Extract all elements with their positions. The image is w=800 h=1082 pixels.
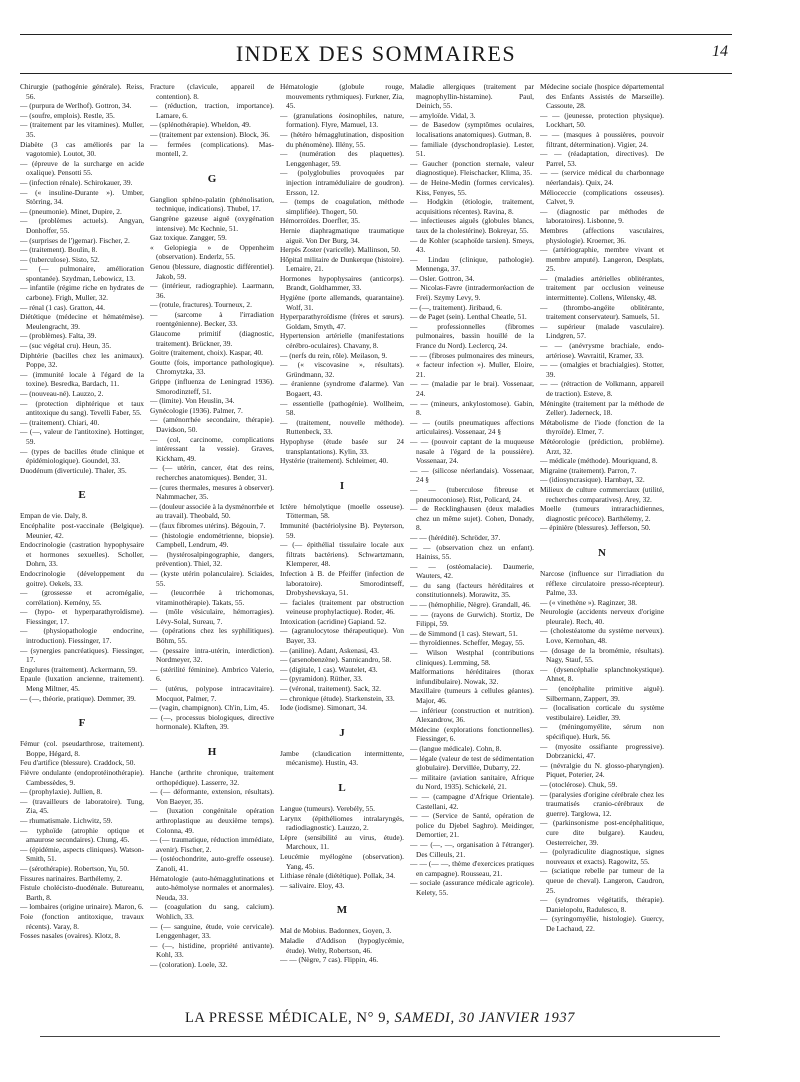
index-entry: — du sang (facteurs héréditaires et constitutionnels). Morawitz, 35. [410,580,534,600]
index-entry: — (temps de coagulation, méthode simplifiée). Thogert, 50. [280,197,404,216]
index-entry: Diphtérie (bacilles chez les animaux). Poppe, 32. [20,350,144,370]
index-entry: — (—, processus biologiques, directive hormonale). Klaften, 39. [150,712,274,732]
index-entry: — (col, carcinome, complications intéressant la vessie). Graves, Kickham, 49. [150,434,274,463]
index-entry: — médicale (méthode). Mouriquand, 8. [540,456,658,466]
index-entry: — (coloration). Loele, 32. [150,959,228,969]
index-entry: Leucémie myélogène (observation). Yang, 45. [280,851,404,871]
page-number: 14 [712,43,728,60]
index-entry: Encéphalite post-vaccinale (Belgique). Meunier, 42. [20,520,144,540]
index-entry: — (— épithélial tissulaire locale aux filtrats bactériens). Schwartzmann, Klemperer, 48. [280,540,404,569]
index-entry: — (hystérosalpingographie, dangers, prévention). Thiel, 32. [150,549,274,569]
index-entry: Météorologie (prédiction, problème). Arzt, 32. [540,436,664,456]
index-entry: — — (réadaptation, directives). De Parrel, 53. [540,149,664,168]
index-entry: — supérieur (malade vasculaire). Lindgren, 57. [540,321,664,341]
index-entry: Médecine sociale (hospice départemental des Enfants Assistés de Marseille). Cassoute, 28. [540,82,664,111]
index-entry: — (otoclérose). Chuk, 59. [540,779,618,789]
index-entry: — (— utérin, cancer, état des reins, recherches anatomiques). Bender, 31. [150,463,274,482]
index-entry: — (syndromes végétatifs, thérapie). Danielopolu, Radulesco, 8. [540,895,664,914]
index-entry: — (surprises de l')gemar). Fischer, 2. [20,235,130,245]
index-entry: — (encéphalite primitive aiguë). Silbermann, Zappert, 39. [540,684,664,703]
index-entry: Intoxication (acridine) Gapiand. 52. [280,616,387,626]
index-entry: — (protection diphtérique et taux antitoxique du sang). Tevelli Faber, 55. [20,398,144,418]
index-entry: — (infection rénale). Schirokauer, 39. [20,177,133,187]
footer-journal: LA PRESSE MÉDICALE [184,1010,349,1026]
index-entry: — rhumatismale. Lichwitz, 59. [20,815,113,825]
index-entry: — (maladies artérielles oblitérantes, traitement par occlusion veineuse intermittente). Collens, Wilensky, 48. [540,273,664,303]
index-entry: — (traitement). Chiari, 40. [20,417,100,427]
index-entry: — salivaire. Eloy, 43. [280,880,345,890]
index-entry: — — (fibroses pulmonaires des mineurs, « facteur infection »). Muller, Eloire, 21. [410,350,534,379]
index-entry: — (sérothérapie). Robertson, Yu, 50. [20,863,129,873]
index-entry: — (môle vésiculaire, hémorragies). Lévy-Solal, Sureau, 7. [150,607,274,626]
index-entry: — (sarcome à l'irradiation roentgénienne). Becker, 33. [150,309,274,329]
index-entry: — — (Service de Santé, opération de police du Djebel Saghro). Meidinger, Demortier, 21. [410,811,534,840]
index-entry: Gaz toxique. Zangger, 59. [150,233,227,243]
index-entry: — (problèmes). Falta, 39. [20,331,97,341]
index-entry: — légale (valeur de test de sédimentation globulaire). Dervillée, Dubarry, 22. [410,753,534,773]
index-entry: — thyroïdiennes. Scheffer, Megay, 55. [410,638,525,648]
index-entry: — (pyramidon). Rüther, 33. [280,674,363,684]
section-letter: E [78,489,86,502]
index-entry: Migraine (traitement). Parron, 7. [540,465,637,475]
index-entry: — sociale (assurance médicale agricole). Kelety, 55. [410,878,534,897]
index-entry: — amyloïde. Vidal, 3. [410,110,476,120]
index-entry: Fracture (clavicule, appareil de contention). 8. [150,82,274,101]
index-entry: Hernie diaphragmatique traumatique aiguë. Von Der Burg, 34. [280,225,404,245]
index-entry: — — (hérédité). Schröder, 37. [410,532,501,542]
index-entry: — (types de bacilles étude clinique et épidémiologique). Goundel, 33. [20,446,144,466]
index-entry: — (opérations chez les syphilitiques). Böhm, 55. [150,626,274,646]
index-entry: Hyperparathyroïdisme (frères et sœurs). Goldam, Smyth, 47. [280,312,404,331]
index-entry: Ganglion sphéno-palatin (phénolisation, technique, indications). Thubel, 17. [150,194,274,214]
index-entry: — — (observation chez un enfant). Hainiss, 55. [410,542,534,562]
index-entry: Langue (tumeurs). Verebély, 55. [280,804,376,813]
index-entry: — (— déformante, extension, résultats). Von Baeyer, 35. [150,787,274,806]
index-entry: Grippe (influenza de Leningrad 1936). Smorodinzteff, 51. [150,377,274,396]
index-column-5 [540,82,664,1002]
index-entry: — — (service médical du charbonnage néerlandais). Quix, 24. [540,168,664,187]
index-entry: — (intérieur, radiographie). Laarmann, 36. [150,281,274,300]
index-entry: Lèpre (sensibilité au virus, étude). Marchoux, 11. [280,832,404,852]
index-entry: — (arsenobenzène). Sannicandro, 58. [280,655,392,665]
index-entry: — Hodgkin (étiologie, traitement, acquisitions récentes). Ravina, 8. [410,197,534,216]
index-entry: — (traitement par les vitamines). Muller, 35. [20,120,144,139]
index-entry: Membres (affections vasculaires, physiologie). Kroerner, 36. [540,225,664,245]
index-entry: Méningite (traitement par la méthode de Zeller). Jaderneck, 18. [540,398,664,418]
index-column-1 [20,82,144,1002]
index-entry: Fémur (col. pseudarthrose, traitement). Boppe, Hégard, 8. [20,739,144,758]
index-entry: Diététique (médecine et hématémèse). Meulengracht, 39. [20,312,144,331]
index-entry: — — (maladie par le brai). Vossenaar, 24. [410,379,534,398]
index-entry: — fermées (complications). Mas-montell, 2. [150,139,274,159]
index-entry: — (dysencéphalie splanchnokystique). Ahnet, 8. [540,664,664,684]
footer-rule [40,1036,720,1037]
index-entry: Immunité (bactériolysine B). Peyterson, 59. [280,520,404,540]
page-title: INDEX DES SOMMAIRES [235,41,517,66]
index-entry: — rénal (1 cas). Gratton, 44. [20,302,105,312]
index-entry: Herpès Zoster (varicelle). Mallinson, 50. [280,245,401,255]
index-entry: — (stérilité féminine). Ambrico Valerio, 6. [150,664,274,684]
index-entry: Diabète (3 cas améliorés par la vagotomie). Loutot, 30. [20,139,144,159]
index-entry: Neurologie (accidents nerveux d'origine pleurale). Rech, 40. [540,607,664,626]
index-entry: Narcose (influence sur l'irradiation du réflexe circulatoire presso-récepteur). Palme, 33. [540,568,664,598]
index-entry: — — (silicose néerlandais). Vossenaar, 24 § [410,465,534,485]
index-entry: — (grossesse et acromégalie, corrélation). Kemény, 55. [20,588,144,607]
index-entry: — professionnelles (fibromes pulmonaires, bassin houillé de la France du Nord). Leclercq, 24. [410,321,534,351]
index-entry: — (— traumatique, réduction immédiate, avenir). Fischer, 2. [150,835,274,854]
index-entry: — — (rayons de Gurwich). Stortiz, De Filippi, 59. [410,609,534,629]
index-column-3 [280,82,404,1002]
index-entry: Gangrène gazeuse aiguë (oxygénation intensive). Mc Kechnie, 51. [150,213,274,233]
index-entry: — Gaucher (ponction sternale, valeur diagnostique). Fleischacker, Klima, 35. [410,158,534,178]
index-entry: — (tuberculose). Sisto, 52. [20,254,100,264]
index-entry: — (suc végétal cru). Heun, 35. [20,341,112,351]
index-entry: Engelures (traitement). Ackermann, 59. [20,664,137,674]
index-entry: — (thrombo-angéite oblitérante, traitement conservateur). Samuels, 51. [540,302,664,322]
index-entry: — (problèmes actuels). Angyan, Donhoffer, 55. [20,216,144,235]
index-entry: — — (ostéomalacie). Daumerie, Wauters, 42. [410,561,534,581]
index-entry: Endocrinologie (développement du goitre). Oekels, 33. [20,568,144,588]
index-entry: — (myosite ossifiante progressive). Dobrzanicki, 47. [540,741,664,761]
index-entry: « Gelopiegia » de Oppenheim (observation). Enderlz, 55. [150,242,274,262]
index-entry: — essentielle (pathogénie). Wollheim, 58. [280,398,404,418]
index-entry: Fièvre ondulante (endoprotéinothérapie). Cambessèdes, 9. [20,768,144,787]
index-column-4 [410,82,534,1002]
index-entry: — (—, traitement). Jiribaud, 6. [410,302,502,312]
index-entry: — (véronal, traitement). Sack, 32. [280,684,381,694]
index-entry: — (épreuve de la surcharge en acide oxalique). Pensotti 55. [20,158,144,178]
index-entry: — Osler. Gottron, 34. [410,273,475,283]
index-entry: — — (—, —, organisation à l'étranger). Des Cilleuls, 21. [410,839,534,859]
index-entry: — — (pouvoir captant de la muqueuse nasale à l'égard de la poussière). Vossenaar, 24. [410,436,534,466]
index-entry: — — (jeunesse, protection physique). Lockhart, 50. [540,110,664,130]
index-entry: — (polyglobulies provoquées par injection intraméduliaire de goudron). Ersson, 12. [280,168,404,197]
index-entry: Lithiase rénale (diététique). Pollak, 34. [280,871,396,881]
index-entry: — (méningomyélite, sérum non spécifique). Hurk, 56. [540,722,664,741]
index-entry: — (paralysies d'origine cérébrale chez les traumatisés cranio-cérébraux de guerre). Targlowa, 12. [540,789,664,818]
page-footer: LA PRESSE MÉDICALE, N° 9, SAMEDI, 30 JANVIER 1937 [40,1010,720,1040]
index-entry: Genou (blessure, diagnostic différentiel). Jakob, 59. [150,261,274,281]
index-entry: Glaucome primitif (diagnostic, traitement). Brückner, 39. [150,329,274,348]
index-entry: Jambe (claudication intermittente, mécanisme). Hustin, 43. [280,748,404,768]
index-entry: — de Kohler (scaphoïde tarsien). Smeys, 43. [410,235,534,255]
index-entry: — (—, histidine, propriété antivante). Kohl, 33. [150,940,274,960]
index-entry: Iode (iodisme). Simonart, 34. [280,703,368,713]
index-entry: Maladie allergiques (traitement par magnophyllin-histamine). Paul, Deinich, 55. [410,82,534,111]
index-entry: — (rotule, fractures). Tourneux, 2. [150,300,252,310]
index-entry: — (cures thermales, mesures à observer). Nahmmacher, 35. [150,482,274,502]
index-entry: Maladie d'Addison (hypoglycémie, étude). Welty, Robertson, 46. [280,935,404,955]
index-entry: — (polyradiculite diagnostique, signes nouveaux et exacts). Ragowitz, 55. [540,847,664,866]
index-entry: Médecine (explorations fonctionnelles). Fiessinger, 6. [410,724,534,744]
index-entry: — (traitement par extension). Block, 36. [150,129,270,139]
index-entry: Hypertension artérielle (manifestations cérébro-oculaires). Chavany, 8. [280,331,404,351]
index-entry: Hygiène (porte allemands, quarantaine). Wolf, 31. [280,293,404,312]
index-entry: — (granulations éosinophiles, nature, formation). Flyre, Mamuel, 13. [280,110,404,130]
footer-date: SAMEDI, 30 JANVIER 1937 [394,1010,576,1026]
index-entry: — Lindau (clinique, pathologie). Mennenga, 37. [410,254,534,274]
index-entry: Goutte (fois, importance pathologique). Chromytzka, 33. [150,357,274,377]
index-entry: Moelle (tumeurs intrarachidiennes, diagnostic précoce). Barthélemy, 2. [540,504,664,523]
index-entry: Mal de Mobius. Badonnex, Goyen, 3. [280,926,392,936]
index-entry: — inférieur (construction et nutrition). Alexandrow, 36. [410,705,534,725]
index-entry: — (vagin, champignon). Ch'in, Lim, 45. [150,703,270,713]
index-entry: Hystérie (traitement). Schleimer, 40. [280,456,389,466]
index-entry: Foie (fonction antitoxique, travaux récents). Varay, 8. [20,911,144,931]
index-entry: Feu d'artifice (blessure). Craddock, 50. [20,758,136,768]
index-entry: Duodénum (diverticule). Thaler, 35. [20,465,127,475]
index-entry: — — (masques à poussières, pouvoir filtrant, détermination). Vigier, 24. [540,129,664,149]
section-letter: L [338,782,346,794]
index-entry: — typhoïde (atrophie optique et amaurose secondaires). Chung, 45. [20,825,144,845]
index-entry: — (« vinethène »). Raginzer, 38. [540,597,637,607]
index-entry: Epaule (luxation ancienne, traitement). Meng Miltner, 45. [20,674,144,694]
index-entry: — — (anévrysme brachiale, endo-artériose). Wavraitil, Kramer, 33. [540,341,664,360]
footer-issue: N° 9, [356,1010,391,1026]
index-entry: — (langue médicale). Cohn, 8. [410,743,502,753]
index-entry: — de Paget (sein). Lenthal Cheatle, 51. [410,312,527,322]
index-entry: — (coagulation du sang, calcium). Wohlich, 33. [150,902,274,921]
index-entry: Mélioceccie (complications osseuses). Calvet, 9. [540,187,664,207]
index-entry: — — (omalgies et brachialgies). Stotter, 39. [540,360,664,379]
index-entry: — (parkinsonisme post-encéphalitique, cure dite bulgare). Kaudeu, Oesterreicher, 39. [540,818,664,847]
index-entry: — (nerfs du rein, rôle). Meilason, 9. [280,350,388,360]
index-entry: Endocrinologie (castration hypophysaire et hormones sexuelles). Scholler, Dohrn, 33. [20,540,144,569]
index-entry: — (histologie endométrienne, biopsie). Campbell, Lendrum, 49. [150,530,274,550]
index-entry: — (travailleurs de laboratoire). Tung, Zia, 45. [20,796,144,816]
index-entry: — (« insuline-Durante »). Umber, Störring, 34. [20,187,144,207]
index-entry: — — (mineurs, ankylostomose). Gabin, 8. [410,398,534,418]
index-entry: — (diagnostic par méthodes de laboratoires). Lisbonne, 9. [540,206,664,226]
index-entry: — (douleur associée à la dysménorrhée et au travail). Theobald, 50. [150,501,274,521]
index-entry: Hématologie (globule rouge, mouvements rythmiques). Furkner, Zia, 45. [280,82,404,111]
index-entry: — (pneumonie). Minet, Dupire, 2. [20,206,122,216]
index-entry: — militaire (aviation sanitaire, Afrique du Nord, 1935). Schickelé, 21. [410,772,534,792]
section-letter: F [78,717,86,730]
index-entry: — (pessaire intra-utérin, interdiction). Nordmeyer, 32. [150,645,274,665]
index-entry: — (numération des plaquettes). Lenggenhager, 59. [280,149,404,168]
index-entry: — (idiosyncrasique). Harnbayt, 32. [540,475,645,485]
index-entry: Malformations héréditaires (thorax infundibulaire). Nowak, 32. [410,667,534,686]
index-entry: — (aménorrhée secondaire, thérapie). Davidson, 50. [150,415,274,434]
index-entry: Milieux de culture commerciaux (utilité, recherches comparatives). Arey, 32. [540,484,664,504]
index-entry: — (localisation corticale du système vestibulaire). Leidler, 39. [540,703,664,722]
index-entry: Hanche (arthrite chronique, traitement orthopédique). Lasserre, 32. [150,768,274,787]
index-entry: — (soufre, emplois). Restle, 35. [20,110,115,120]
index-entry: — (digitale, 1 cas). Wautelet, 43. [280,664,378,674]
index-entry: — (prophylaxie). Jullien, 8. [20,787,103,797]
index-entry: — — (Nègre, 7 cas). Flippin, 46. [280,955,379,965]
index-entry: — éranienne (syndrome d'alarme). Van Bogaert, 43. [280,379,404,398]
index-entry: — (— sanguine, étude, voie cervicale). Lenggenhager, 33. [150,921,274,941]
index-entry: — (traitement, nouvelle méthode). Ruttenbeck, 33. [280,417,404,437]
index-entry: Hémorroïdes. Doerfler, 35. [280,216,360,226]
index-entry: Infection à B. de Pfeiffer (infection de laboratoire). Smorodintseff, Drobyshevskaya, 51. [280,568,404,598]
index-entry: — (syringomyélie, histologie). Guercy, De Lachaud, 22. [540,914,664,933]
index-entry: Hormones hypophysaires (anticorps). Brandt, Goldhammer, 33. [280,273,404,293]
index-entry: — (aniline). Adant, Askenasi, 43. [280,645,379,655]
section-letter: N [598,546,606,559]
index-entry: — Wilson Westphal (contributions cliniques). Lemming, 58. [410,648,534,667]
index-entry: — (épidémie, aspects cliniques). Watson-Smith, 51. [20,844,144,864]
index-entry: — (—, théorie, pratique). Demmer, 39. [20,693,136,703]
index-entry: — de Heine-Medin (formes cervicales). Kiss, Fenyes, 55. [410,177,534,197]
index-entry: — (hypo- et hyperparathyroïdisme). Fiessinger, 17. [20,607,144,626]
index-entry: — infectieuses aiguës (globules blancs, taux de la cholestérine). Bokreyar, 55. [410,216,534,235]
index-entry: — (« viscovasine », résultats). Gründmann, 32. [280,360,404,379]
index-entry: — (— pulmonaire, amélioration spontanée). Szydman, Lebowicz, 13. [20,264,144,283]
index-entry: — (dosage de la bromémie, résultats). Nagy, Stauf, 55. [540,645,664,665]
index-entry: Ictère hémolytique (moelle osseuse). Tötterman, 58. [280,501,404,521]
index-entry: — (hétéro hémagglutination, disposition du phénomène). Illény, 55. [280,129,404,149]
index-entry: Métabolisme de l'iode (fonction de la thyroïde). Elmer, 7. [540,417,664,437]
index-entry: Larynx (épithéliomes intralaryngés, radiodiagnostic). Lauzzo, 2. [280,813,404,833]
index-entry: Gynécologie (1936). Palmer, 7. [150,405,243,415]
index-entry: — familiale (dyschondroplasie). Lester, 51. [410,139,534,159]
index-entry: Empan de vie. Daly, 8. [20,511,88,521]
index-entry: — (faux fibromes utérins). Bégouin, 7. [150,520,266,530]
index-entry: — de Basedow (symptômes oculaires, localisations anatomiques). Gutman, 8. [410,120,534,139]
index-entry: — — (tuberculose fibreuse et pneumoconiose). Rist, Policard, 24. [410,484,534,504]
index-entry: — (cholestéatome du système nerveux). Love, Kernohan, 48. [540,626,664,646]
index-entry: Hôpital militaire de Dunkerque (histoire). Lemaire, 21. [280,254,404,274]
index-entry: — (réduction, traction, importance). Lamare, 6. [150,101,274,120]
index-column-2 [150,82,274,1002]
index-entry: Fistule cholécisto-duodénale. Butureanu, Barth, 8. [20,883,144,902]
index-entry: — (splénothérapie). Wheldon, 49. [150,120,251,130]
index-entry: — (utérus, polypose intracavitaire). Mocquot, Palmer, 7. [150,684,274,703]
index-entry: Goitre (traitement, choix). Kaspar, 40. [150,348,263,358]
index-entry: — (nouveau-né). Lauzzo, 2. [20,389,104,398]
index-entry: — (kyste utérin polanculaire). Sciaides, 55. [150,568,274,588]
section-letter: G [207,172,217,185]
index-entry: — (limite). Von Heuslin, 34. [150,396,235,406]
index-entry: — lombaires (origine urinaire). Maron, 6. [20,902,144,912]
index-entry: — (ostéochondrite, auto-greffe osseuse). Zanoli, 41. [150,854,274,873]
section-letter: I [339,479,345,492]
index-entry: — — (outils pneumatiques affections articulaires). Vossenaar, 24 § [410,417,534,437]
index-entry: Hypophyse (étude basée sur 24 transplantations). Kylin, 33. [280,436,404,456]
index-entry: — (agranulocytose thérapeutique). Von Bayer, 33. [280,626,404,646]
index-entry: Maxillaire (tumeurs à cellules géantes). Major, 46. [410,686,534,705]
index-entry: Chirurgie (pathogénie générale). Reiss, 56. [20,82,144,101]
index-entry: — Nicolas-Favre (intradermoréaction de Frei). Szymy Levy, 9. [410,283,534,303]
index-entry: Hématologie (auto-hémagglutinations et auto-hémolyse normales et anormales). Neuda, 33. [150,873,274,902]
index-entry: — (traitement). Boulin, 8. [20,245,98,255]
index-entry: — (leucorrhée à trichomonas, vitaminothérapie). Takats, 55. [150,588,274,607]
index-entry: — — (rétraction de Volkmann, appareil de traction). Esteve, 8. [540,379,664,398]
index-entry: — (artériographie, membre vivant et membre amputé). Langeron, Desplats, 25. [540,245,664,274]
index-entry: — — (hémophilie, Nègre). Grandall, 46. [410,600,531,610]
index-entry: — (luxation congénitale opération arthroplastique au deuxième temps). Colonna, 49. [150,806,274,835]
section-letter: H [207,746,217,758]
index-entry: — épinière (blessures). Jefferson, 50. [540,523,651,533]
index-entry: — — (campagne d'Afrique Orientale). Castellani, 42. [410,791,534,811]
index-entry: — (sciatique rebelle par tumeur de la queue de cheval). Langeron, Caudron, 25. [540,866,664,895]
index-entry: Fosses nasales (ovaires). Klotz, 8. [20,931,121,941]
index-columns [20,82,790,1002]
index-entry: Fissures narinaires. Barthélemy, 2. [20,873,123,883]
index-entry: — faciales (traitement par obstruction veineuse prophylactique). Roder, 46. [280,597,404,617]
index-entry: — (—, valeur de l'antitoxine). Hottinger, 59. [20,427,144,446]
index-entry: — (immunité locale à l'égard de la toxine). Besredka, Bardach, 11. [20,369,144,389]
page-header [20,34,732,74]
section-letter: J [339,726,345,739]
index-entry: — chronique (étude). Starkenstein, 33. [280,693,395,703]
index-entry: — — (— —, thème d'exercices pratiques en campagne). Rousseau, 21. [410,859,534,878]
index-entry: — de Simmond (1 cas). Stewart, 51. [410,628,518,638]
index-entry: — (névralgie du N. glosso-pharyngien). Piquet, Poterier, 24. [540,760,664,780]
index-entry: — (physiopathologie endocrine, introduction). Fiessinger, 17. [20,626,144,646]
index-entry: — (purpura de Werlhof). Gottron, 34. [20,101,132,111]
index-entry: — de Recklinghausen (deux maladies chez un même sujet). Cohen, Donady, 8. [410,504,534,533]
section-letter: M [336,904,348,917]
index-entry: — infantile (régime riche en hydrates de carbone). Frigh, Muller, 32. [20,283,144,303]
index-entry: — (synergies pancréatiques). Fiessinger, 17. [20,645,144,665]
